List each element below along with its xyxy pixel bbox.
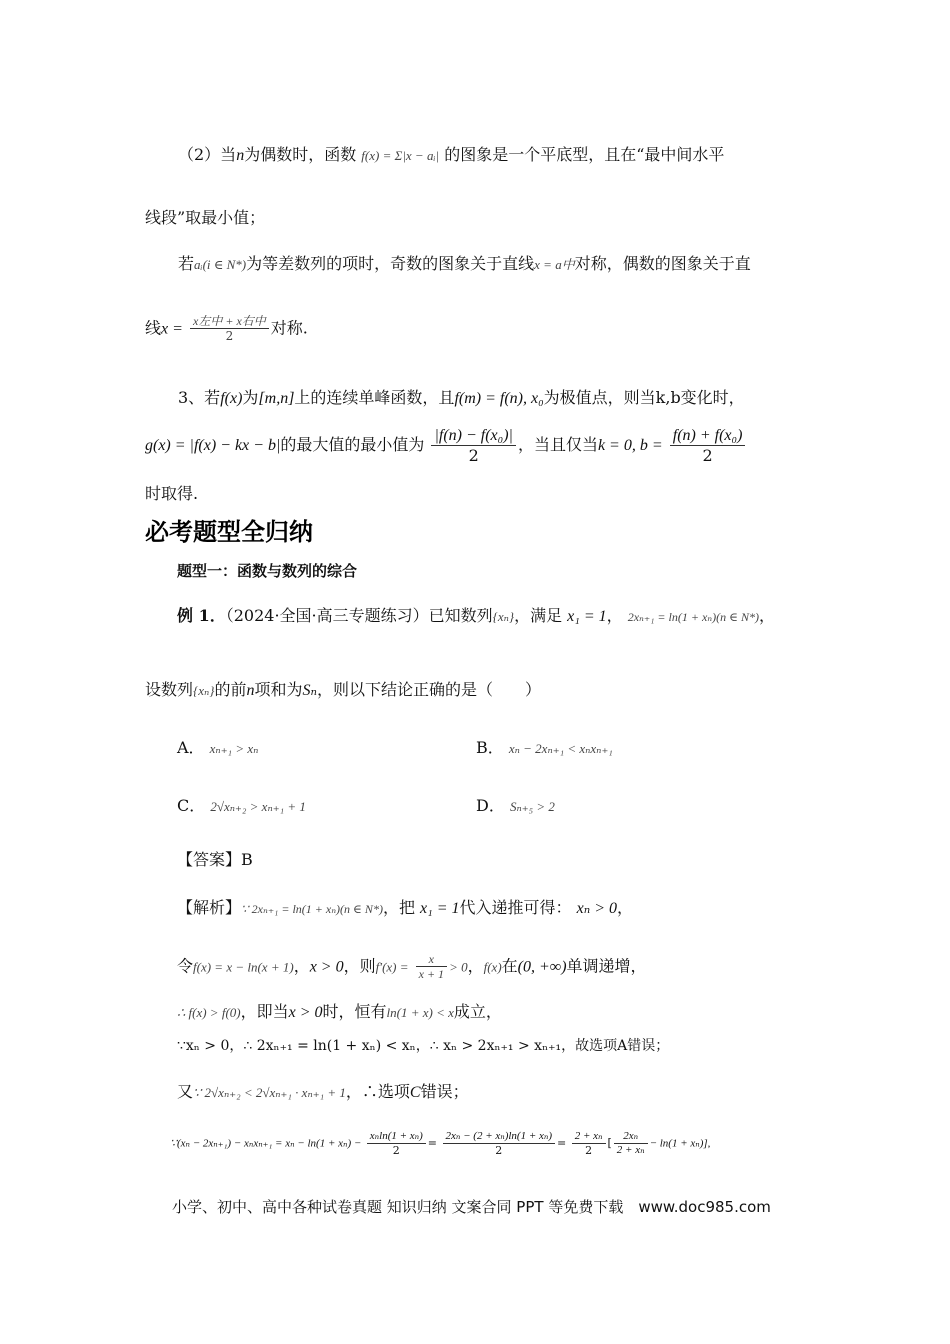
text: 对称，偶数的图象关于直 [574,254,751,273]
text: （2）当 [178,145,237,164]
option-label: C． [177,796,206,815]
example-label: 例 1． [177,606,226,625]
fraction-denominator: 2 [495,1144,503,1158]
text: 3、若 [178,388,221,407]
math-g: g(x) = |f(x) − kx − b| [145,437,281,455]
text: 线 [145,318,162,338]
fraction-denominator: 2 [392,1144,400,1158]
math-x1: x₁ = 1 [567,608,607,625]
text: ，则 [343,956,376,976]
text: 时，恒有 [322,1002,387,1021]
option-a [177,738,258,757]
math-s: Sₙ [302,682,317,699]
analysis-line6 [170,1130,710,1157]
equals: = [557,1136,567,1150]
fraction-denominator: x + 1 [418,967,445,982]
fraction-denominator: 2 [468,446,479,466]
text: 为偶数时，函数 [244,145,357,164]
fraction [367,1130,426,1157]
fraction [670,426,746,465]
math-expr: ∵(xₙ − 2xₙ₊₁) − xₙxₙ₊₁ = xₙ − ln(1 + xₙ) − [170,1137,362,1150]
answer-label: 【答案】 [177,850,242,869]
math-seq: {xₙ} [193,683,215,698]
fraction-numerator: 2 + xₙ [572,1130,606,1144]
part3-line2 [145,426,747,465]
math-n: n [246,682,255,699]
fraction [614,1130,648,1157]
analysis-label: 【解析】 [177,898,242,917]
text: 错误； [420,1082,469,1101]
math-condition: f(m) = f(n), x₀ [454,390,544,407]
math-line: x = a中 [534,257,575,272]
option-label: D． [476,796,505,815]
part3-line3: 时取得. [145,484,199,503]
math-x1: x₁ = 1 [420,900,460,917]
fraction-numerator: 2xₙ [614,1130,648,1144]
text: ，把 [382,898,415,917]
answer-line [177,850,253,869]
math-expr: ∵ 2√xₙ₊₂ < 2√xₙ₊₁ · xₙ₊₁ + 1 [193,1085,346,1100]
text: 项和为 [254,680,303,699]
fraction-denominator: 2 [702,446,713,466]
math-fx: f(x) [220,390,243,407]
math-expr: ∵ 2xₙ₊₁ = ln(1 + xₙ)(n ∈ N*) [241,902,383,916]
fraction-numerator: x [416,952,447,967]
text: 单调递增， [566,956,647,976]
option-expr: Sₙ₊₅ > 2 [509,799,555,814]
text: 对称. [270,318,308,338]
math-seq: {xₙ} [492,609,515,624]
math-x: x > 0 [309,958,344,976]
fraction-denominator: 2 + xₙ [616,1144,645,1157]
math-ai: aᵢ(i ∈ N*) [194,257,247,272]
text: ，∴选项 [345,1082,410,1101]
option-c [177,796,306,815]
sum-formula: f(x) = Σ|x − aᵢ| [361,148,440,163]
text: 设数列 [145,680,194,699]
text: 在 [501,956,518,976]
math-recurrence: 2xₙ₊₁ = ln(1 + xₙ)(n ∈ N*) [627,610,760,624]
equals: = [427,1136,438,1150]
math-fx: f(x) [483,959,502,975]
analysis-line4: ∵xₙ > 0，∴ 2xₙ₊₁ = ln(1 + xₙ) < xₙ，∴ xₙ > 2xₙ₊₁ > xₙ₊₁，故选项A错误； [177,1038,670,1054]
example-line1: 例 1．（2024·全国·高三专题练习）已知数列{xₙ}，满足 x₁ = 1， 2xₙ₊₁ = ln(1 + xₙ)(n ∈ N*)， [177,606,776,625]
fraction-numerator: 2xₙ − (2 + xₙ)ln(1 + xₙ) [443,1130,556,1144]
part3-line1 [178,388,745,408]
text: （2024·全国·高三专题练习）已知数列 [225,606,493,625]
math-c: C [409,1084,421,1101]
fraction-denominator: 2 [585,1144,593,1158]
analysis-line2 [177,952,647,982]
section-heading: 必考题型全归纳 [145,518,313,546]
text: 又 [177,1082,194,1101]
math-interval: [m,n] [258,390,295,407]
text: 上的连续单峰函数，且 [294,388,455,407]
text: ，满足 [514,606,563,625]
part2-line1 [178,145,724,165]
fraction [190,314,269,344]
text: 为极值点，则当k,b变化时， [543,388,745,407]
text: 的前 [214,680,247,699]
math-expr: ∴ f(x) > f(0) [177,1005,241,1020]
text: 的图象是一个平底型，且在“最中间水平 [444,145,725,164]
fraction-denominator: 2 [225,329,234,344]
math-x: x = [161,320,183,338]
part2-line3 [178,254,751,273]
math-interval: (0, +∞) [517,958,567,976]
fraction [431,426,515,465]
math-f: f(x) = x − ln(x + 1) [193,959,294,975]
fraction [572,1130,606,1157]
answer-value: B [241,850,253,869]
part2-line4 [145,314,308,344]
text: 为 [242,388,259,407]
option-d [476,796,555,815]
text: ，当且仅当 [517,435,598,455]
math-expr: xₙ > 0 [576,900,618,917]
text: 令 [177,956,194,976]
option-b [476,738,613,757]
fraction-numerator: x左中 + x右中 [190,314,269,329]
analysis-line3 [177,1002,502,1022]
page-footer: 小学、初中、高中各种试卷真题 知识归纳 文案合同 PPT 等免费下载 www.doc985.com [172,1198,771,1216]
math-gt: > 0 [449,959,468,975]
part2-line2: 线段”取最小值； [145,208,266,227]
fraction-numerator: xₙln(1 + xₙ) [367,1130,426,1144]
math-ln: ln(1 + x) < x [386,1005,454,1020]
option-expr: 2√xₙ₊₂ > xₙ₊₁ + 1 [210,799,306,814]
fraction [416,952,447,982]
example-line2 [145,680,541,700]
text: ，则以下结论正确的是（ ） [316,680,541,699]
section-subheading: 题型一：函数与数列的综合 [177,562,358,580]
math-kb: k = 0, b = [597,437,663,455]
text: ， [467,956,484,976]
text: 的最大值的最小值为 [280,435,425,455]
math-expr: − ln(1 + xₙ)], [649,1137,711,1150]
option-expr: xₙ₊₁ > xₙ [209,741,259,756]
text: ， [617,898,634,917]
text: 若 [178,254,195,273]
text: ，即当 [240,1002,289,1021]
analysis-line5 [177,1082,469,1102]
option-label: A． [177,738,205,757]
fraction-numerator: f(n) + f(x₀) [670,426,746,446]
text: ， [293,956,310,976]
text: 成立， [453,1002,502,1021]
option-label: B． [476,738,504,757]
math-x: x > 0 [288,1004,323,1021]
math-fprime: f′(x) = [375,959,409,975]
bracket: [ [607,1136,612,1150]
text: 为等差数列的项时，奇数的图象关于直线 [246,254,535,273]
fraction-numerator: |f(n) − f(x₀)| [431,426,515,446]
option-expr: xₙ − 2xₙ₊₁ < xₙxₙ₊₁ [508,741,613,756]
analysis-line1 [177,898,633,918]
math-n: n [236,147,245,164]
text: 代入递推可得： [459,898,572,917]
fraction [443,1130,556,1157]
